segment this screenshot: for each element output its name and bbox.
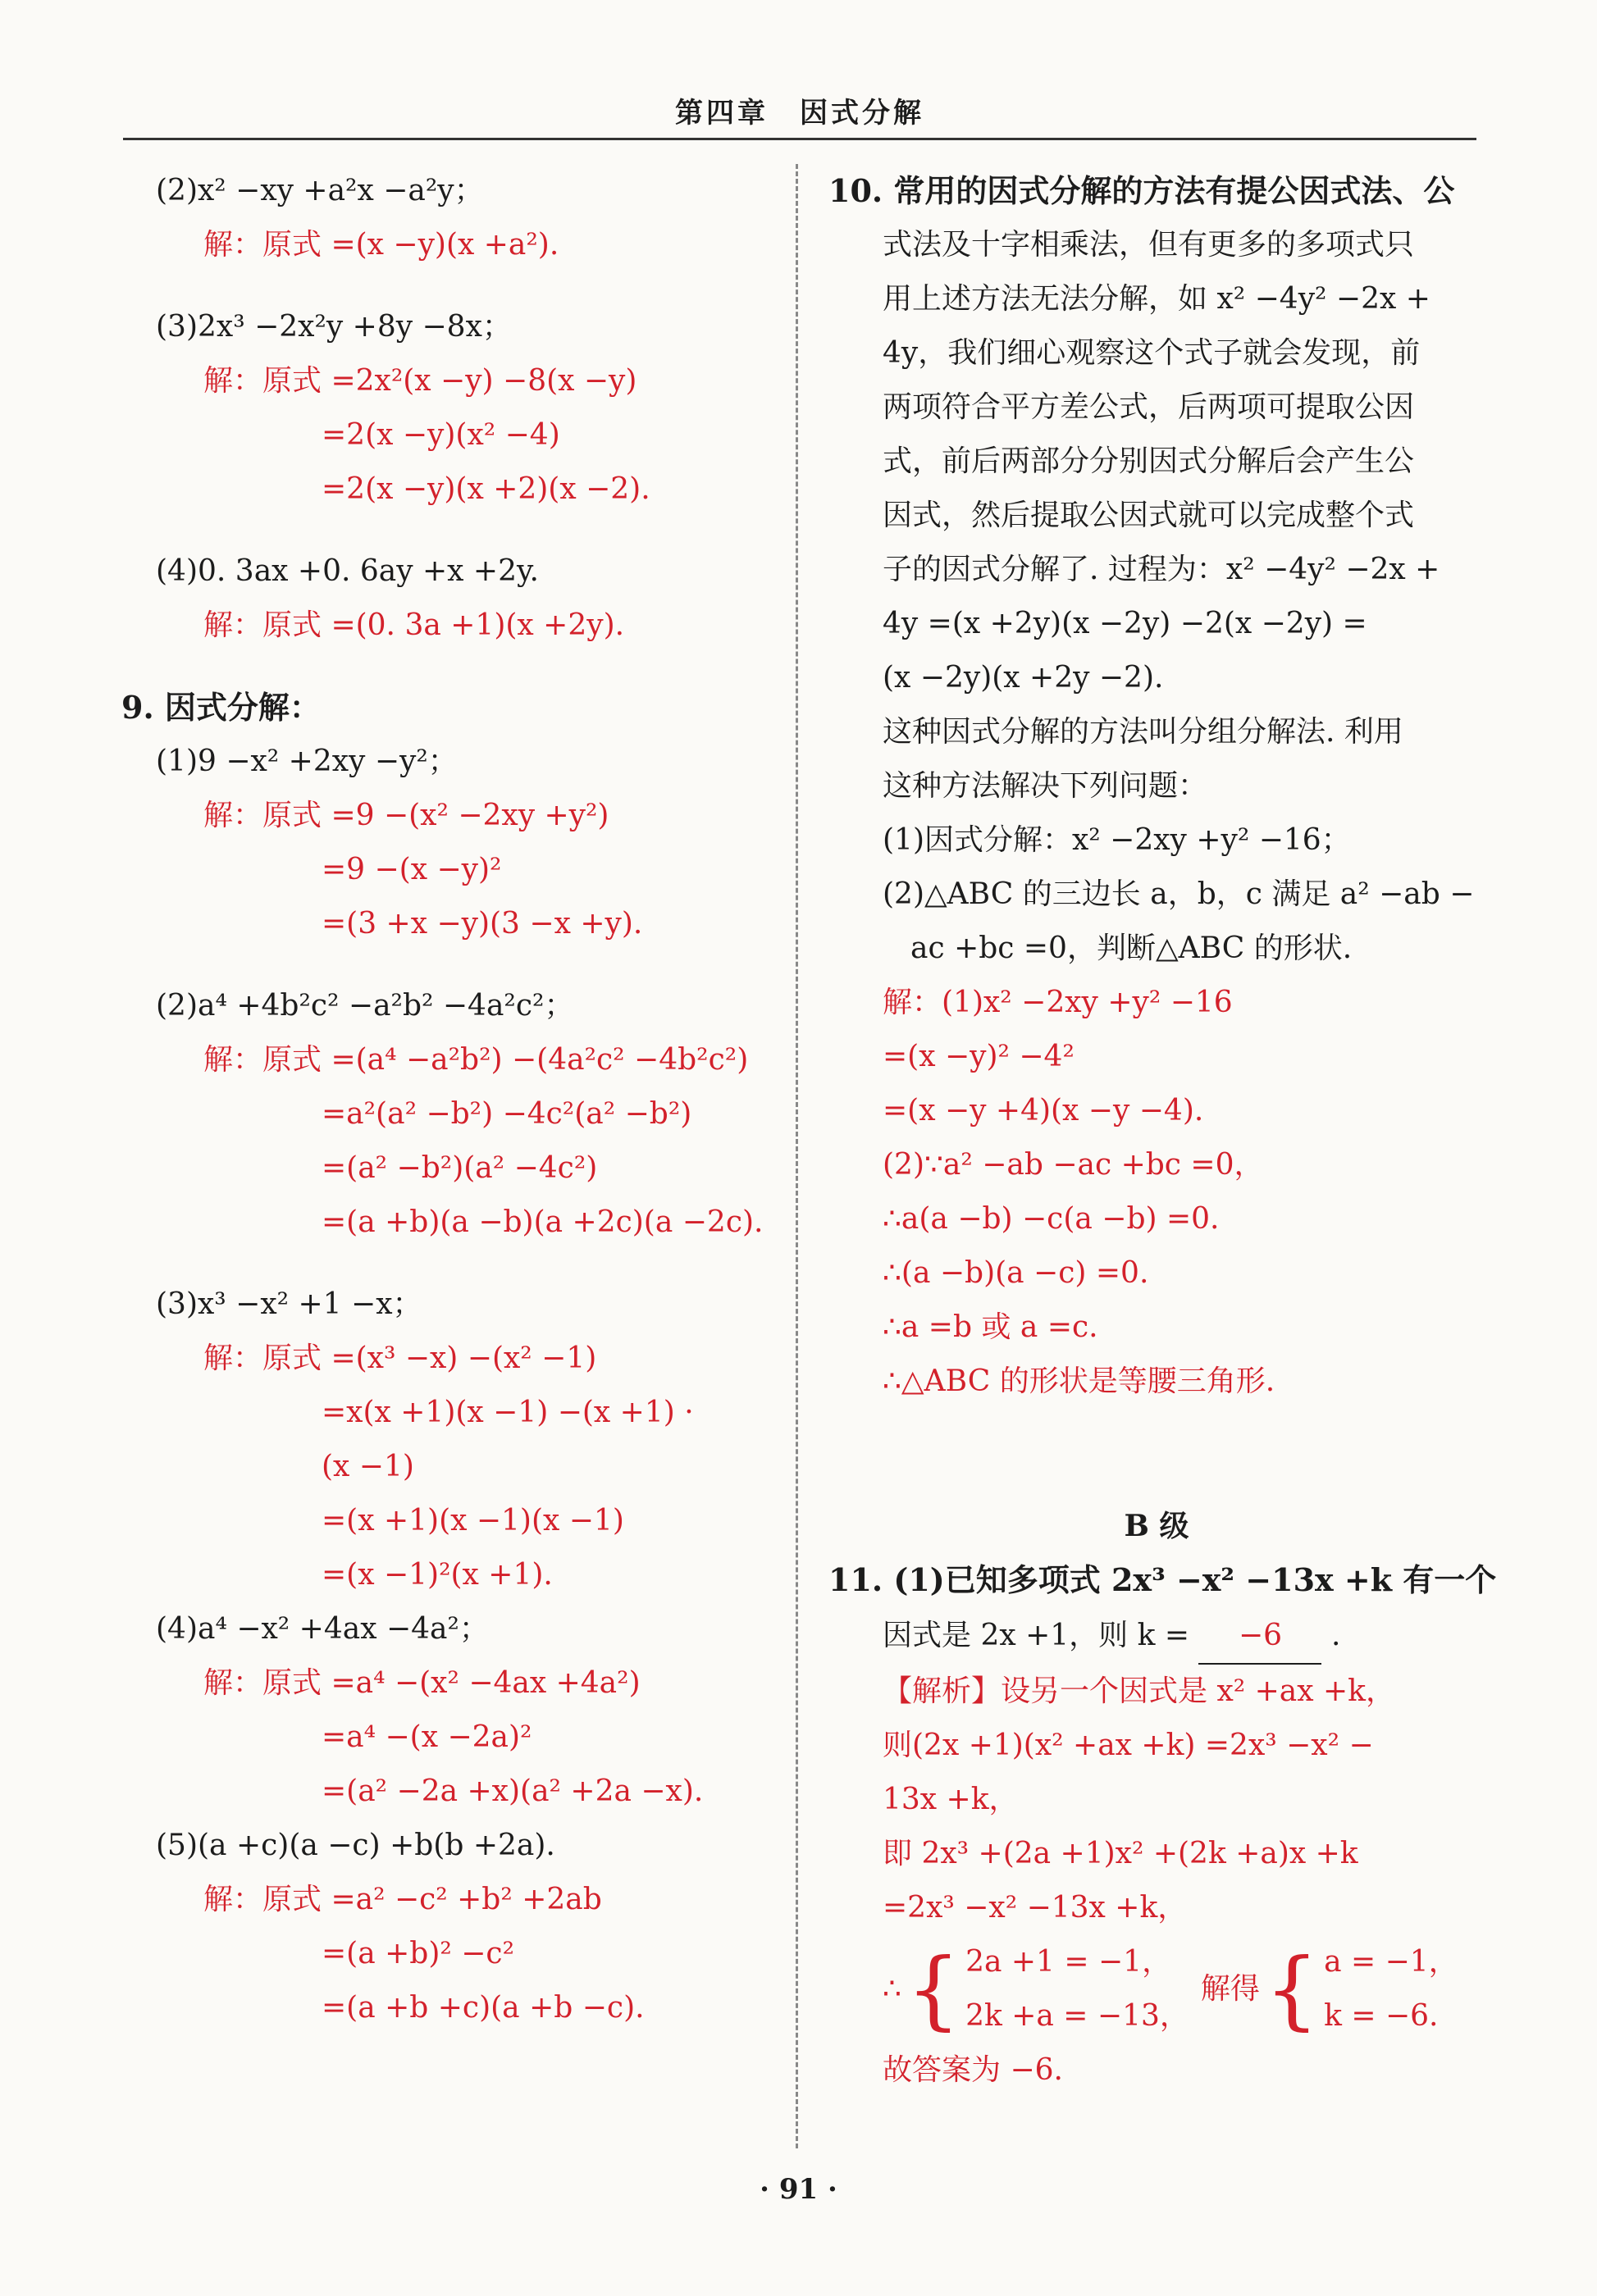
problem-line: 两项符合平方差公式，后两项可提取公因 [883, 390, 1415, 424]
solution-line: 解：原式 =2x²(x −y) −8(x −y) [203, 364, 637, 398]
problem-line: (4)0. 3ax +0. 6ay +x +2y. [156, 554, 539, 588]
solution-line: =(a² −2a +x)(a² +2a −x). [322, 1774, 704, 1808]
problem-line: 这种因式分解的方法叫分组分解法. 利用 [883, 715, 1403, 749]
solution-line: =2(x −y)(x +2)(x −2). [322, 472, 650, 506]
problem-line: 子的因式分解了. 过程为：x² −4y² −2x + [883, 553, 1440, 586]
problem-line: (2)a⁴ +4b²c² −a²b² −4a²c²； [156, 989, 574, 1023]
problem-line: (2)x² −xy +a²x −a²y； [156, 174, 484, 207]
solution-line: =(x +1)(x −1)(x −1) [322, 1504, 624, 1538]
final-answer: 故答案为 −6. [883, 2053, 1063, 2087]
analysis-line: 则(2x +1)(x² +ax +k) =2x³ −x² − [883, 1729, 1374, 1762]
solution-line: =a²(a² −b²) −4c²(a² −b²) [322, 1097, 692, 1131]
solution-line: ∴a =b 或 a =c. [883, 1310, 1098, 1344]
problem-line: 4y =(x +2y)(x −2y) −2(x −2y) = [883, 607, 1367, 640]
solve-label: 解得 [1200, 1972, 1260, 2006]
solution-line: =9 −(x −y)² [322, 853, 502, 886]
solution-line: 解：原式 =(x −y)(x +a²). [203, 228, 559, 262]
problem-line: (2)△ABC 的三边长 a，b，c 满足 a² −ab − [883, 877, 1475, 911]
solution-line: =(x −1)²(x +1). [322, 1558, 553, 1592]
problem-line: (1)9 −x² +2xy −y²； [156, 745, 458, 778]
solution-line: 解：原式 =9 −(x² −2xy +y²) [203, 799, 609, 832]
page-number: · 91 · [760, 2173, 837, 2206]
equation-system-row [828, 1935, 1485, 2043]
solution-line: =(3 +x −y)(3 −x +y). [322, 907, 643, 941]
solution-line: ∴a(a −b) −c(a −b) =0. [883, 1202, 1220, 1236]
solution-line: =(a +b +c)(a +b −c). [322, 1991, 645, 2025]
solution-line: 解：原式 =a² −c² +b² +2ab [203, 1883, 602, 1916]
problem-line: 式法及十字相乘法，但有更多的多项式只 [883, 228, 1415, 262]
solution-line: 解：原式 =(0. 3a +1)(x +2y). [203, 608, 625, 642]
left-brace-icon: { [1264, 1939, 1320, 2039]
problem-line: 4y，我们细心观察这个式子就会发现，前 [883, 336, 1421, 370]
analysis-line: 即 2x³ +(2a +1)x² +(2k +a)x +k [883, 1837, 1358, 1870]
solution-line: =a⁴ −(x −2a)² [322, 1720, 532, 1754]
problem-line: (1)因式分解：x² −2xy +y² −16； [883, 823, 1351, 857]
column-divider [796, 164, 798, 2148]
spacer [121, 951, 778, 979]
right-column [828, 164, 1497, 2098]
solution-line: 解：原式 =(x³ −x) −(x² −1) [203, 1342, 597, 1375]
problem-line: 用上述方法无法分解，如 x² −4y² −2x + [883, 282, 1430, 316]
analysis-line: 【解析】设另一个因式是 x² +ax +k， [883, 1674, 1395, 1708]
q11-stem-line1 [828, 1553, 1497, 1609]
q11-stem-text: 因式是 2x +1，则 k = [883, 1619, 1190, 1652]
solution: k = −6. [1324, 1999, 1439, 2033]
spacer [121, 1250, 778, 1278]
problem-line: (5)(a +c)(a −c) +b(b +2a). [156, 1829, 555, 1862]
problem-line: (4)a⁴ −x² +4ax −4a²； [156, 1612, 489, 1646]
solution-line: 解：原式 =a⁴ −(x² −4ax +4a²) [203, 1666, 641, 1700]
equation: 2a +1 = −1， [965, 1945, 1172, 1979]
solution-line: (2)∵a² −ab −ac +bc =0， [883, 1148, 1264, 1182]
solution-line: ∴△ABC 的形状是等腰三角形. [883, 1364, 1275, 1398]
solution-line: =(a +b)(a −b)(a +2c)(a −2c). [322, 1205, 764, 1239]
solution-line: =(x −y +4)(x −y −4). [883, 1094, 1204, 1128]
analysis-line: 13x +k， [883, 1783, 1019, 1816]
section-b-heading: B 级 [1124, 1509, 1189, 1543]
question-stem: 10. 常用的因式分解的方法有提公因式法、公 [828, 172, 1455, 209]
left-brace-icon: { [906, 1939, 961, 2039]
solution-line: =(a² −b²)(a² −4c²) [322, 1151, 598, 1185]
q11-stem-line2 [828, 1609, 1485, 1665]
solution-line: =(a +b)² −c² [322, 1937, 515, 1970]
problem-line: 这种方法解决下列问题： [883, 769, 1208, 803]
q11-text: 11. (1)已知多项式 2x³ −x² −13x +k 有一个 [828, 1561, 1497, 1598]
solution-line: =2(x −y)(x² −4) [322, 418, 560, 452]
solution-line: (x −1) [322, 1450, 414, 1483]
spacer [121, 272, 778, 300]
chapter-header: 第四章 因式分解 [123, 90, 1476, 140]
therefore-symbol: ∴ [883, 1972, 901, 2006]
solution-line: ∴(a −b)(a −c) =0. [883, 1256, 1149, 1290]
problem-line: 式，前后两部分分别因式分解后会产生公 [883, 444, 1415, 478]
q11-period: . [1330, 1619, 1341, 1652]
solution-line: =(x −y)² −4² [883, 1040, 1075, 1073]
analysis-line: =2x³ −x² −13x +k， [883, 1891, 1188, 1925]
problem-line: 因式，然后提取公因式就可以完成整个式 [883, 499, 1415, 532]
spacer [121, 653, 778, 681]
equation-system [965, 1935, 1189, 2043]
left-column [121, 164, 778, 2035]
problem-line: (3)x³ −x² +1 −x； [156, 1287, 422, 1321]
question-11 [828, 1553, 1497, 2098]
question-10 [828, 164, 1485, 1409]
question-stem: 9. 因式分解： [121, 689, 321, 726]
solution-line: 解：(1)x² −2xy +y² −16 [883, 986, 1233, 1019]
equation: 2k +a = −13， [965, 1999, 1189, 2033]
answer-blank: −6 [1198, 1609, 1321, 1665]
problem-line: (x −2y)(x +2y −2). [883, 661, 1164, 695]
problem-line: (3)2x³ −2x²y +8y −8x； [156, 310, 512, 344]
solution-line: =x(x +1)(x −1) −(x +1) · [322, 1396, 694, 1429]
solution-system [1324, 1935, 1458, 2043]
solution: a = −1， [1324, 1945, 1458, 1979]
problem-line: ac +bc =0，判断△ABC 的形状. [910, 932, 1353, 965]
spacer [121, 517, 778, 544]
solution-line: 解：原式 =(a⁴ −a²b²) −(4a²c² −4b²c²) [203, 1043, 749, 1077]
